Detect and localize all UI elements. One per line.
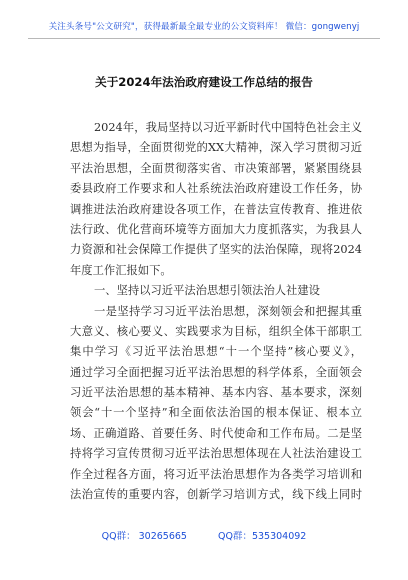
qq-group-1: QQ群： 30265665 (101, 531, 187, 542)
paragraph-line: 一是坚持学习习近平法治思想，深刻领会和把握其重 (94, 304, 362, 318)
document-title: 关于2024年法治政府建设工作总结的报告 (95, 75, 313, 89)
paragraph-line: 持将学习宣传贯彻习近平法治思想体现在人社法治建设工 (70, 447, 362, 461)
paragraph-line: 法治宣传的重要内容，创新学习培训方式，线下线上同时 (70, 488, 362, 502)
section-heading: 一、坚持以习近平法治思想引领法治人社建设 (94, 284, 320, 298)
paragraph-line: 领会“十一个坚持”和全面依法治国的根本保证、根本立 (70, 406, 362, 420)
document-body (70, 118, 362, 505)
paragraph-line: 通过学习全面把握习近平法治思想的科学体系，全面领会 (70, 365, 362, 379)
header-divider (28, 38, 380, 39)
paragraph-line: 习近平法治思想的基本精神、基本内容、基本要求，深刻 (70, 386, 362, 400)
paragraph-line: 调推进法治政府建设各项工作，在普法宣传教育、推进依 (70, 202, 362, 216)
header-promo-note: 关注头条号"公文研究"，获得最新最全最专业的公文资料库！ 微信：gongwenyj (48, 22, 360, 32)
paragraph-line: 委县政府工作要求和人社系统法治政府建设工作任务，协 (70, 182, 362, 196)
paragraph-line: 力资源和社会保障工作提供了坚实的法治保障，现将2024 (70, 243, 362, 257)
paragraph-line: 年度工作汇报如下。 (70, 263, 172, 277)
paragraph-line: 集中学习《习近平法治思想“十一个坚持”核心要义》， (70, 345, 362, 359)
qq-group-2: QQ群：535304092 (218, 531, 307, 542)
footer-contact (0, 528, 408, 542)
paragraph-line: 场、正确道路、首要任务、时代使命和工作布局。二是坚 (70, 426, 362, 440)
paragraph-line: 法行政、优化营商环境等方面加大力度抓落实，为我县人 (70, 222, 362, 236)
paragraph-line: 作全过程各方面，将习近平法治思想作为各类学习培训和 (70, 467, 362, 481)
paragraph-line: 思想为指导，全面贯彻党的XX大精神，深入学习贯彻习近 (70, 141, 362, 155)
paragraph-line: 大意义、核心要义、实践要求为目标，组织全体干部职工 (70, 324, 362, 338)
paragraph-line: 2024年，我局坚持以习近平新时代中国特色社会主义 (94, 121, 362, 134)
paragraph-line: 平法治思想，全面贯彻落实省、市决策部署，紧紧围绕县 (70, 161, 362, 175)
